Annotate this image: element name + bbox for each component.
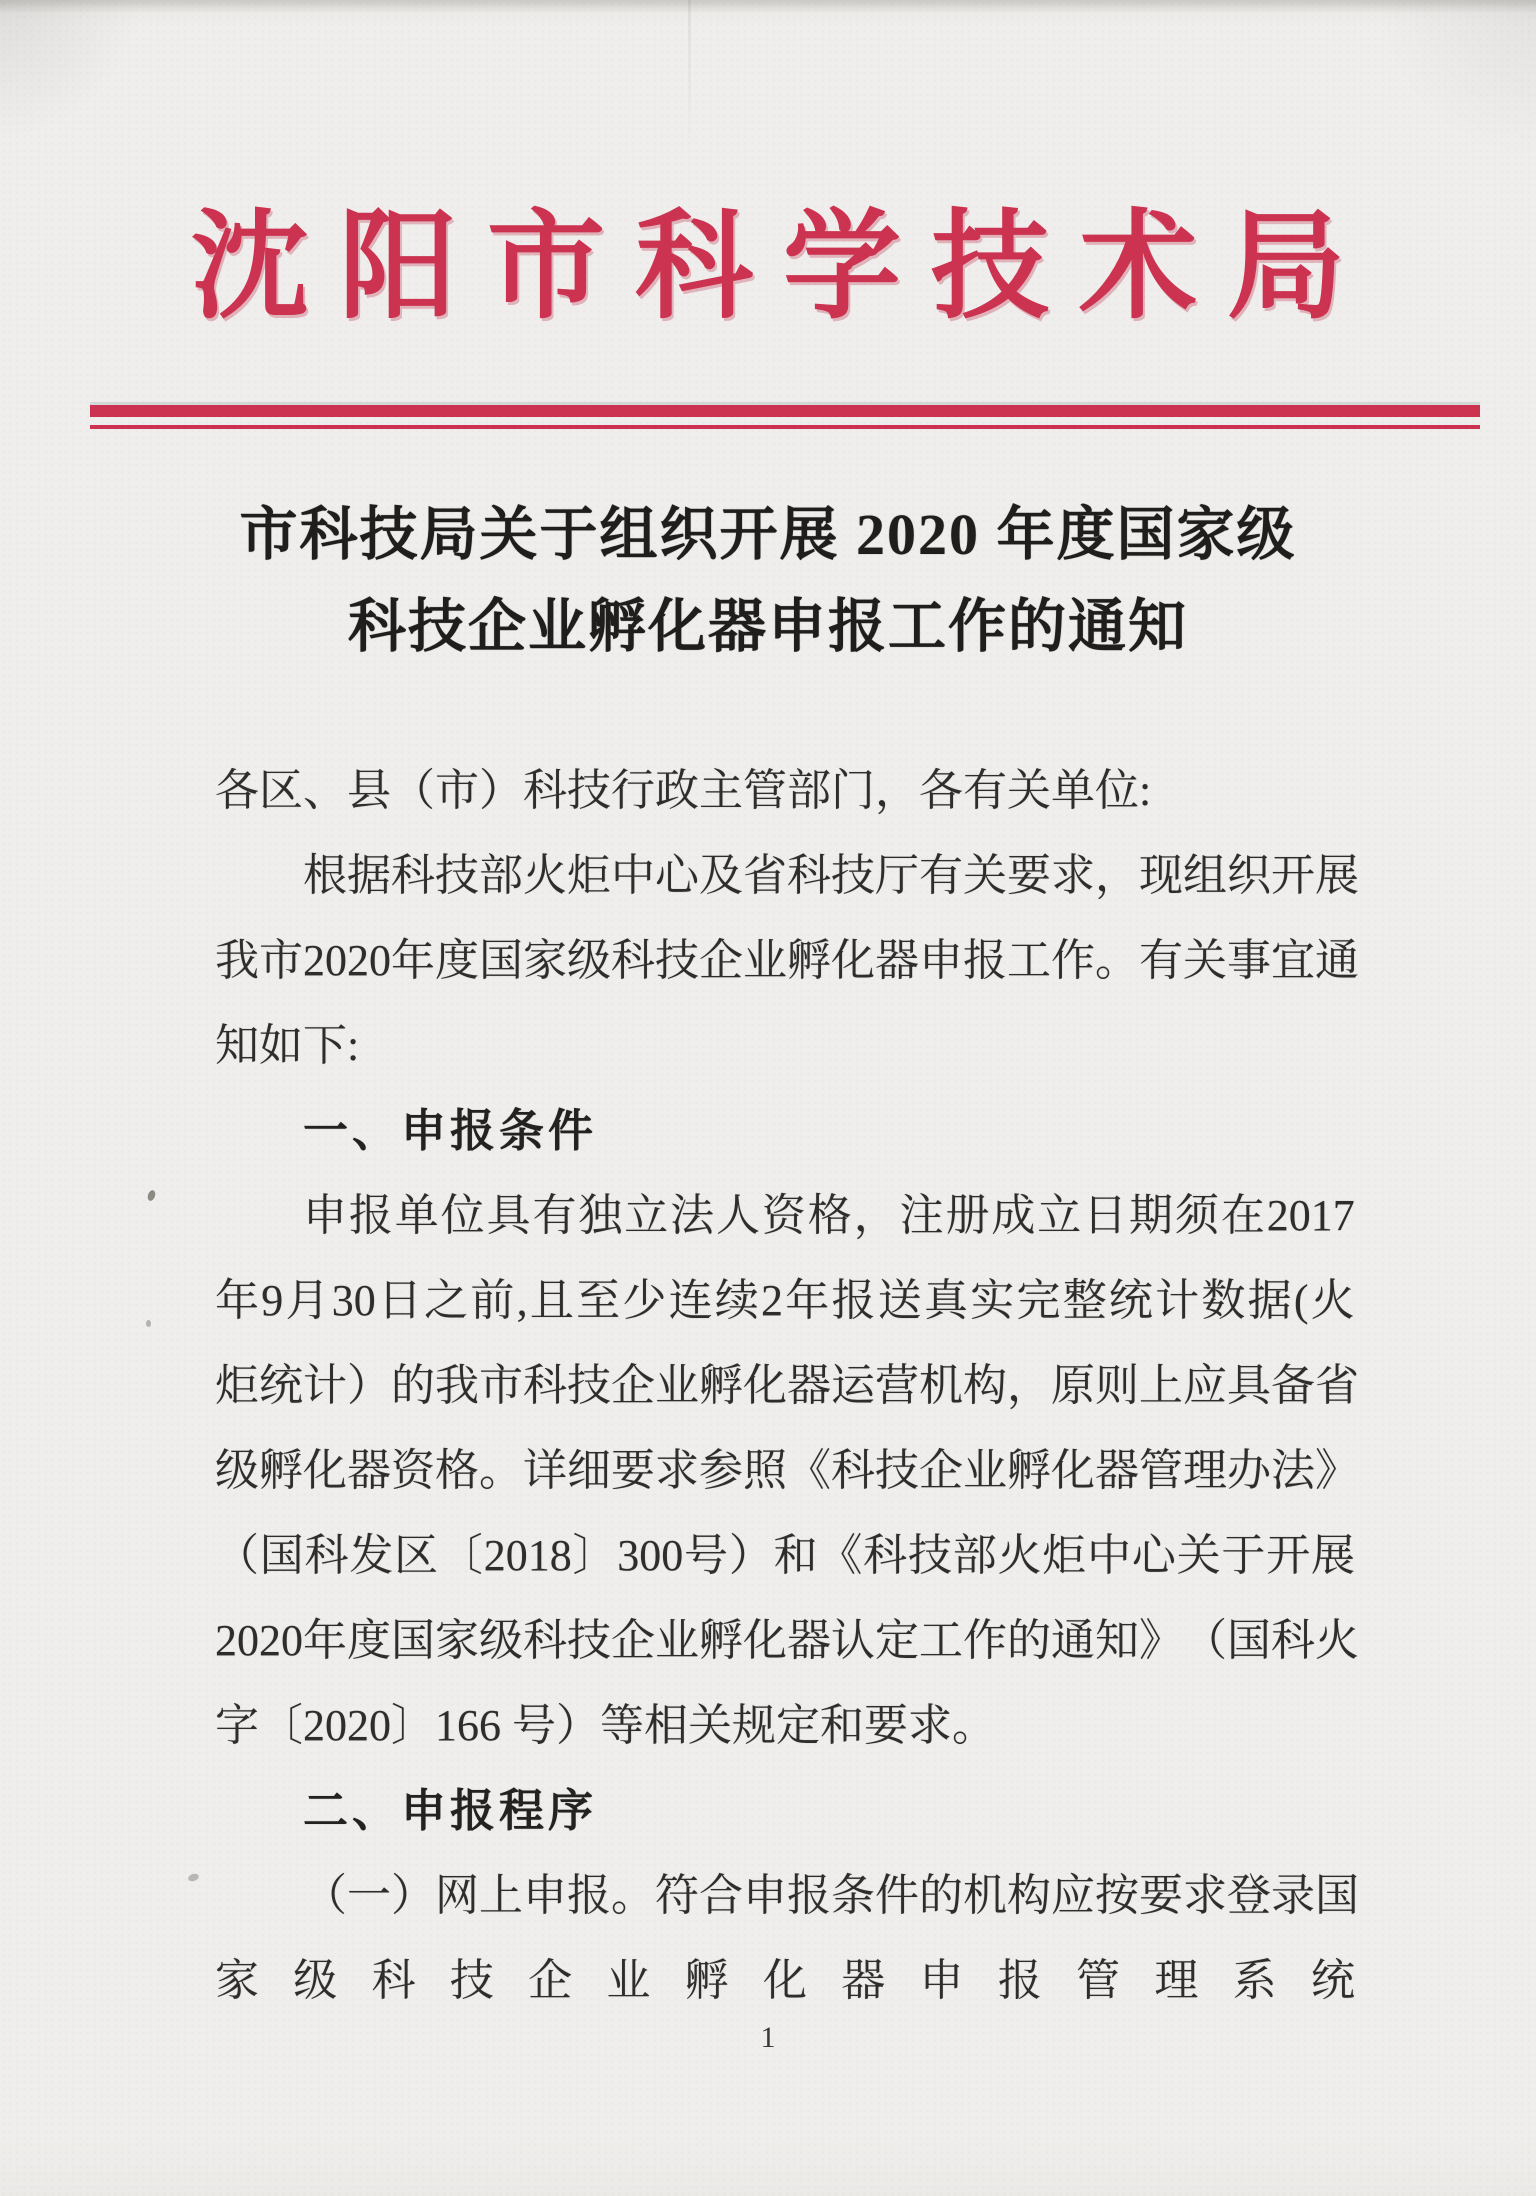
body-line: 年 9 月 30 日 之 前 , 且 至 少 连 续 2 年 报 送 真 实 完 整 统 计 数 据 ( 火 [215, 1276, 1355, 1325]
body-line: 知如下: [215, 1021, 360, 1070]
scan-top-edge-shadow [0, 0, 1536, 13]
red-separator-thick [90, 405, 1480, 417]
document-body [215, 748, 1359, 2023]
scan-crease [688, 0, 691, 150]
scan-speck [146, 1189, 156, 1202]
body-line: （ 一 ） 网 上 申 报 。 符 合 申 报 条 件 的 机 构 应 按 要 求 登 录 国 [303, 1871, 1359, 1920]
section-heading-1: 一、申报条件 [303, 1105, 598, 1156]
document-title-line-2: 科技企业孵化器申报工作的通知 [347, 594, 1188, 659]
scan-speck [146, 1320, 151, 1327]
document-title [0, 489, 1536, 673]
scan-speck [187, 1872, 200, 1882]
body-line: 我 市 2020 年 度 国 家 级 科 技 企 业 孵 化 器 申 报 工 作 。 有 关 事 宜 通 [215, 936, 1359, 985]
salutation-line: 各区、县（市）科技行政主管部门，各有关单位: [215, 766, 1152, 815]
red-separator-thin [90, 425, 1480, 429]
body-line: 字〔2020〕166 号）等相关规定和要求。 [215, 1701, 996, 1750]
letterhead-agency-title: 沈阳市科学技术局 [190, 202, 1375, 333]
document-title-line-1: 市科技局关于组织开展 2020 年度国家级 [239, 502, 1297, 567]
body-line: 根 据 科 技 部 火 炬 中 心 及 省 科 技 厅 有 关 要 求 ， 现 组 织 开 展 [303, 851, 1359, 900]
section-heading-2: 二、申报程序 [303, 1785, 598, 1836]
body-line: 2020 年 度 国 家 级 科 技 企 业 孵 化 器 认 定 工 作 的 通 知 》 （ 国 科 火 [215, 1616, 1359, 1665]
body-line: （ 国 科 发 区 〔 2018 〕 300 号 ） 和 《 科 技 部 火 炬 中 心 关 于 开 展 [215, 1531, 1355, 1580]
body-line: 申 报 单 位 具 有 独 立 法 人 资 格 ， 注 册 成 立 日 期 须 在 2017 [303, 1191, 1355, 1240]
page-number: 1 [760, 2021, 776, 2054]
body-line: 炬 统 计 ） 的 我 市 科 技 企 业 孵 化 器 运 营 机 构 ， 原 则 上 应 具 备 省 [215, 1361, 1359, 1410]
body-line: 家 级 科 技 企 业 孵 化 器 申 报 管 理 系 统 [215, 1956, 1355, 2005]
body-line: 级 孵 化 器 资 格 。 详 细 要 求 参 照 《 科 技 企 业 孵 化 器 管 理 办 法 》 [215, 1446, 1359, 1495]
